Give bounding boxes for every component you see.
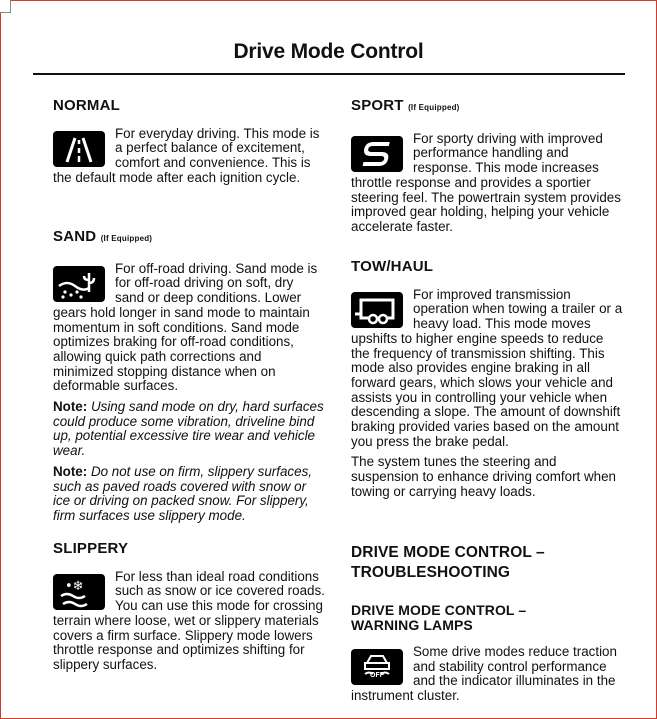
heading-sand [53,230,325,247]
section-warning-lamps [351,603,625,704]
section-normal [53,99,325,186]
tow-haul-text-2: The system tunes the steering and suspension to enhance driving comfort when towing or carrying heavy loads. [351,454,616,499]
corner-marker [0,0,11,13]
heading-warning-2: WARNING LAMPS [351,617,473,633]
if-equipped-badge: (If Equipped) [100,234,153,243]
heading-sport-label: SPORT [351,97,404,114]
slippery-text: For less than ideal road conditions such as snow or ice covered roads. You can use this mode for crossing terrain where loose, wet or slippery materials covers a firm surface. Slippery mode lowers throttle response and optimizes shifting for slippery surfaces. [53,568,325,672]
heading-troubleshooting-2: TROUBLESHOOTING [351,564,511,581]
sand-note-1 [53,400,325,459]
section-troubleshooting [351,543,625,583]
title-rule [33,73,625,75]
section-sport [351,99,625,235]
if-equipped-badge: (If Equipped) [408,103,460,112]
lane-road-icon [53,131,105,167]
note-label: Note: [53,399,88,415]
sand-cactus-icon [53,266,105,302]
sand-note-2 [53,465,325,524]
trailer-icon [351,292,403,328]
note-label: Note: [53,463,88,479]
warning-text: Some drive modes reduce traction and stability control performance and the indicator illuminates in the instrument cluster. [351,644,617,704]
sport-s-icon [351,136,403,172]
heading-sport [351,99,625,116]
section-slippery [53,542,325,673]
svg-text:•❄: •❄ [65,578,84,594]
section-tow-haul [351,260,625,500]
section-sand [53,230,325,524]
heading-troubleshooting-1: DRIVE MODE CONTROL – [351,544,545,561]
heading-slippery: SLIPPERY [53,540,129,557]
normal-text: For everyday driving. This mode is a perfect balance of excitement, comfort and convenience. This is the default mode after each ignition cycle. [53,125,320,185]
heading-warning-1: DRIVE MODE CONTROL – [351,602,527,618]
sport-text: For sporty driving with improved performance handling and response. This mode increases throttle response and provides a sportier steering feel. The powertrain system provides improved gear holding, helping your vehicle accelerate faster. [351,130,621,234]
heading-tow-haul: TOW/HAUL [351,258,434,275]
sand-note-2-text: Do not use on firm, slippery surfaces, such as paved roads covered with snow or ice or driving on packed snow. For slippery, firm surfaces use slippery mode. [53,463,312,523]
heading-sand-label: SAND [53,228,97,245]
off-label: OFF [370,672,384,680]
sand-text: For off-road driving. Sand mode is for off-road driving on soft, dry sand or deep conditions. Lower gears hold longer in sand mode to maintain momentum in soft conditions. Sand mode optimizes braking for off-road conditions, allowing quick path corrections and minimized stopping distance when on deformable surfaces. [53,260,318,394]
page-title: Drive Mode Control [233,40,424,63]
snowflake-road-icon [53,574,105,610]
sand-note-1-text: Using sand mode on dry, hard surfaces could produce some vibration, driveline bind up, potential excessive tire wear and vehicle wear. [53,399,324,459]
tow-haul-text: For improved transmission operation when towing a trailer or a heavy load. This mode moves upshifts to higher engine speeds to reduce the frequency of transmission shifting. This mode also provides engine braking in all forward gears, which slows your vehicle and assists you in controlling your vehicle when descending a slope. The amount of downshift braking provided varies based on the amount you press the brake pedal. [351,286,623,449]
traction-off-icon [351,649,403,685]
heading-normal: NORMAL [53,97,121,114]
